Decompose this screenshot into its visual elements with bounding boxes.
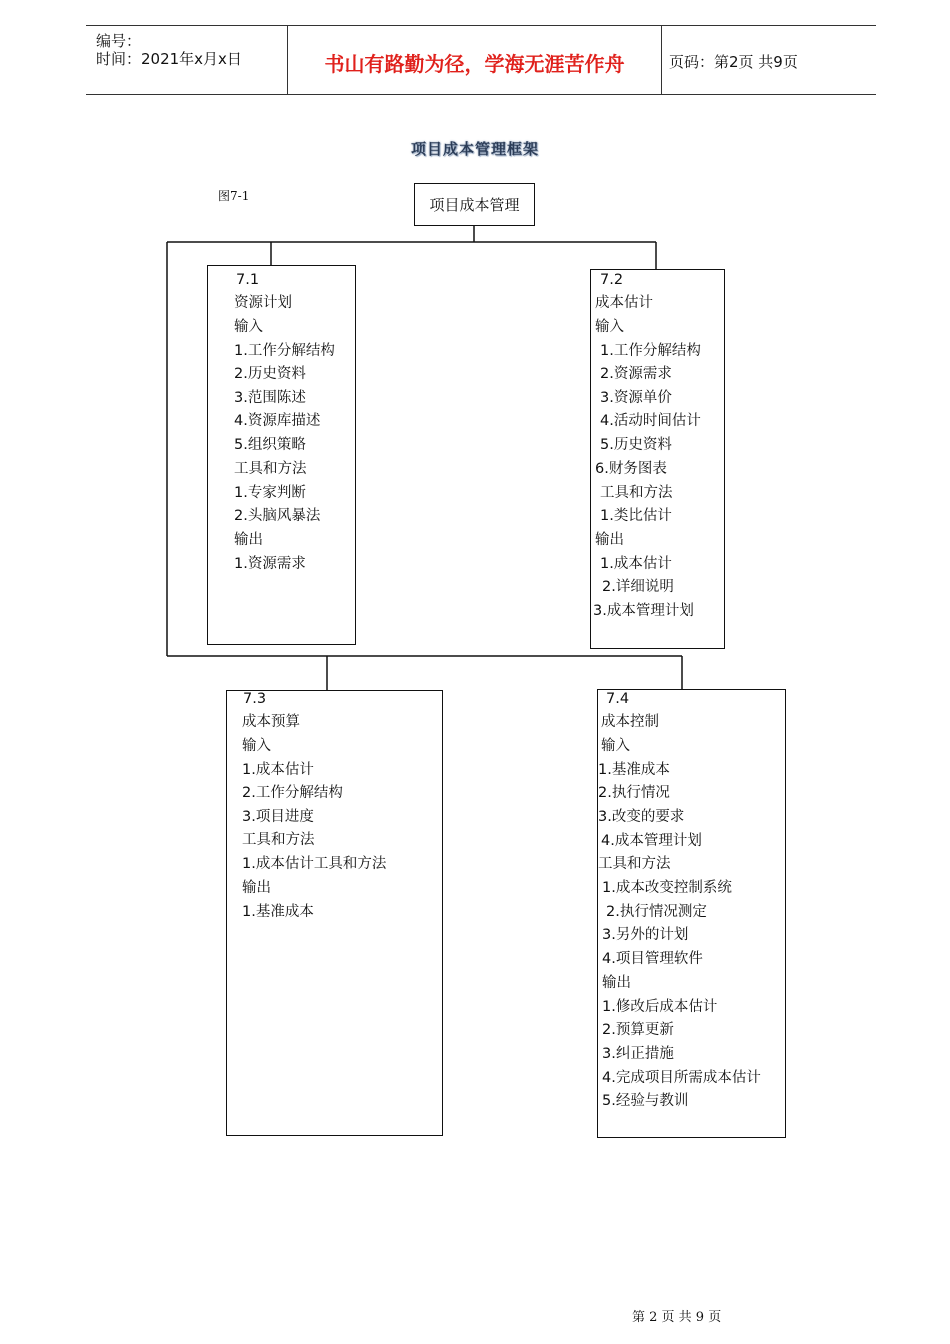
box-line: 输入	[595, 319, 624, 335]
box-line: 1.成本估计工具和方法	[242, 856, 387, 872]
box-line: 成本预算	[242, 714, 300, 730]
box-line: 输入	[234, 319, 263, 335]
box-line: 输出	[242, 880, 271, 896]
box-line: 1.工作分解结构	[234, 343, 335, 359]
box-line: 4.成本管理计划	[601, 833, 702, 849]
box-line: 7.2	[600, 272, 624, 288]
document-title: 项目成本管理框架	[410, 140, 539, 158]
box-line: 7.1	[236, 272, 260, 288]
box-line: 3.纠正措施	[602, 1046, 674, 1062]
box-resource-planning	[207, 265, 356, 645]
box-line: 2.工作分解结构	[242, 785, 343, 801]
box-line: 成本估计	[595, 295, 653, 311]
box-line: 工具和方法	[234, 461, 307, 477]
box-line: 输入	[242, 738, 271, 754]
box-line: 4.活动时间估计	[600, 413, 701, 429]
box-line: 1.成本估计	[242, 762, 314, 778]
box-line: 1.基准成本	[242, 904, 314, 920]
box-line: 2.执行情况测定	[606, 904, 707, 920]
box-line: 工具和方法	[598, 856, 671, 872]
box-line: 3.范围陈述	[234, 390, 306, 406]
box-line: 工具和方法	[600, 485, 673, 501]
box-line: 2.预算更新	[602, 1022, 674, 1038]
box-line: 1.基准成本	[598, 762, 670, 778]
box-line: 2.详细说明	[602, 579, 674, 595]
time-label: 时间：2021年x月x日	[96, 50, 242, 68]
box-line: 6.财务图表	[595, 461, 667, 477]
motto: 书山有路勤为径，学海无涯苦作舟	[324, 52, 625, 76]
box-line: 2.历史资料	[234, 366, 306, 382]
box-line: 5.历史资料	[600, 437, 672, 453]
box-line: 4.完成项目所需成本估计	[602, 1070, 761, 1086]
figure-label: 图7-1	[218, 189, 250, 203]
box-line: 2.资源需求	[600, 366, 672, 382]
box-line: 2.执行情况	[598, 785, 670, 801]
box-line: 1.专家判断	[234, 485, 306, 501]
box-line: 3.改变的要求	[598, 809, 685, 825]
box-line: 2.头脑风暴法	[234, 508, 321, 524]
box-line: 1.成本估计	[600, 556, 672, 572]
box-line: 成本控制	[601, 714, 659, 730]
box-line: 1.成本改变控制系统	[602, 880, 732, 896]
box-line: 5.组织策略	[234, 437, 306, 453]
box-line: 3.另外的计划	[602, 927, 689, 943]
box-line: 1.工作分解结构	[600, 343, 701, 359]
box-line: 7.4	[606, 691, 630, 707]
box-line: 1.修改后成本估计	[602, 999, 718, 1015]
box-line: 输入	[601, 738, 630, 754]
box-line: 3.项目进度	[242, 809, 314, 825]
box-cost-control	[597, 689, 786, 1138]
page-footer: 第 2 页 共 9 页	[632, 1310, 722, 1325]
box-line: 输出	[595, 532, 624, 548]
box-line: 工具和方法	[242, 832, 315, 848]
box-line: 4.项目管理软件	[602, 951, 703, 967]
box-line: 3.成本管理计划	[593, 603, 694, 619]
box-line: 3.资源单价	[600, 390, 672, 406]
box-line: 1.类比估计	[600, 508, 672, 524]
box-line: 7.3	[243, 691, 267, 707]
box-line: 资源计划	[234, 295, 292, 311]
number-label: 编号：	[96, 32, 142, 50]
box-line: 5.经验与教训	[602, 1093, 689, 1109]
root-node: 项目成本管理	[414, 183, 535, 226]
box-cost-estimating	[590, 269, 725, 649]
box-line: 1.资源需求	[234, 556, 306, 572]
box-cost-budgeting	[226, 690, 443, 1136]
box-line: 输出	[602, 975, 631, 991]
box-line: 输出	[234, 532, 263, 548]
box-line: 4.资源库描述	[234, 413, 321, 429]
page-number-label: 页码：第2页 共9页	[669, 53, 798, 71]
